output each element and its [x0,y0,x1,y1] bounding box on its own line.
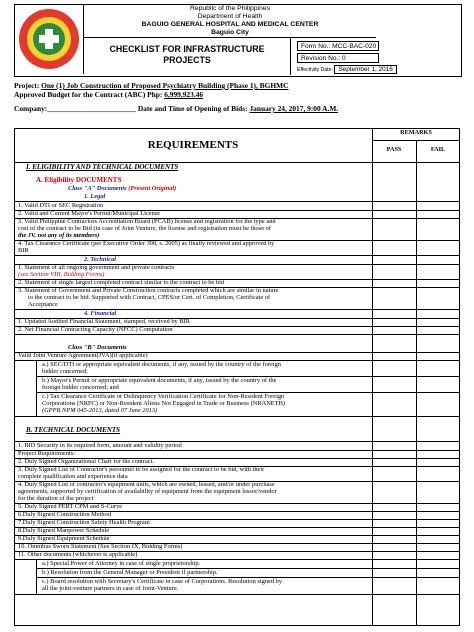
list-item: to the contract to be bid. Supported with Contract, CPES/or Cert. of Completion, Certificate of [28,294,271,301]
list-item: 9.Duly Signed Equipment Schedule [18,535,110,542]
list-item: 2. Valid and Current Mayor's Permit/Municipal License [18,210,161,217]
list-item: the JV, not any of its members) [18,232,100,239]
list-item: a.) Special Power of Attorney in case of single proprietorship. [42,560,201,567]
list-item: agreements, supported by certification of availability of equipment from the equipment lessor/vendor [18,488,277,495]
row-rule [14,416,460,417]
remarks-header: REMARKS [400,129,432,136]
revision-number: Revision No.: 0 [297,53,379,63]
list-item: b.) Resolution from the General Manager or President if partnership. [42,569,218,576]
row-rule [14,594,460,595]
pass-header: PASS [386,146,402,153]
list-item: 1. BID Security in its required form, amount and validity period [18,442,182,449]
list-item: BIR [18,247,29,254]
list-item: Corporations (NRFC) or Non-Resident Aliens Not Engaged in Trade or Business (NRANETB) [42,400,286,407]
form-number: Form No.: MCC-BAC-020 [297,41,379,51]
document-title [84,44,290,65]
effectivity-label: Effectivity Date: [297,67,333,73]
financial-heading: 4. Financial [84,310,117,317]
list-item: 11. Other documents (whichever is applicable) [18,551,138,558]
list-item: complete qualification and experience data [18,473,128,480]
form-info-block [291,38,460,75]
indent-rule [36,559,37,594]
list-item: b.) Mayor's Permit or appropriate equivalent documents, if any, issued by the country of the [42,377,277,384]
class-a-tag: (Present Original) [128,185,177,192]
list-item-note: (GPPB NPM 045-2013, dated 07 June 2013) [42,407,158,414]
list-item: all the joint-venture partners in case of Joint-Venture. [42,585,179,592]
class-a-label: Class "A" Documents [68,185,127,192]
project-label: Project: [14,81,40,90]
list-item: foreign bidder concerned; and [42,384,119,391]
list-item: 8.Duly Signed Manpower Schedule [18,527,110,534]
effectivity-row [291,65,460,75]
list-item: 2. Statement of single largest completed contract similar to the contract to be bid [18,279,225,286]
project-name: One (1) Job Construction of Proposed Psychiatry Building (Phase 1), BGHMC [41,81,289,90]
section-heading-b: B. TECHNICAL DOCUMENTS [26,426,121,434]
class-a-heading [64,185,364,192]
org-line: Department of Health [197,13,263,20]
list-item: 6.Duly Signed Construction Method [18,511,112,518]
effectivity-date: September 1, 2016 [334,65,396,74]
requirements-header: REQUIREMENTS [147,139,239,151]
list-item: Acceptance [28,301,58,308]
list-item: 3. Duly Signed List of Contractor's personnel to be assigned for the contract to be bid, with their [18,466,265,473]
org-line: BAGUIO GENERAL HOSPITAL AND MEDICAL CENTER [141,21,319,28]
list-item: 2. Duly Signed Organizational Chart for the contract. [18,458,155,465]
list-item: Project Requirements: [18,450,75,457]
bid-opening-value: January 24, 2017, 9:00 A.M. [249,104,339,113]
indent-rule [36,360,37,416]
list-item: 7.Duly Signed Construction Safety Health Program [18,519,150,526]
list-item: bidder concerned; [42,368,88,375]
title-line: CHECKLIST FOR INFRASTRUCTURE [109,44,265,54]
list-item: 5. Duly Signed PERT CPM and S-Curve [18,503,123,510]
list-item: 1. Statement of all ongoing government and private contracts [18,264,175,271]
title-line: PROJECTS [163,54,211,65]
list-item: 3. Statement of Government and Private Construction contracts completed which are similar in nature [18,287,279,294]
list-item: cost of the contract to be Bid (in case of Joint Venture, the license and registration must be those of [18,225,271,232]
list-item: 2. Net Financial Contracting Capacity (NFCC) Computation [18,326,173,333]
fail-header: FAIL [430,146,446,153]
legal-heading: 1. Legal [84,193,106,200]
abc-value: 6,999,923.46 [164,90,204,99]
hospital-seal-logo [15,5,84,74]
abc-line [14,90,288,99]
list-item-note: (see Section VIII, Bidding Forms) [18,271,105,278]
project-info [14,81,288,99]
list-item: 10. Omnibus Sworn Statement (See Section IX, Bidding Forms) [18,543,183,550]
list-item: 3. Valid Philippine Contractors Accreditation Board (PCAB) license and registration for the type and [18,218,276,225]
row-rule [14,334,460,335]
company-line [14,104,338,113]
bid-opening-label: Date and Time of Opening of Bids: [137,104,248,113]
list-item: 4. Tax Clearance Certificate (per Executive Order 398, s. 2005) as finally reviewed and approved by [18,240,275,247]
list-item: c.) Tax Clearance Certificate or Delinquency Verification Certificate for Non-Resident Foreign [42,393,285,400]
company-label: Company: [14,104,48,113]
list-item: c.) Board resolution with Secretary's Certificate in case of Corporations. Resolution signed by [42,578,283,585]
organization-block [84,5,376,37]
org-line: Republic of the Philippines [189,5,271,12]
list-item: 1. Valid DTI or SEC Registration [18,202,104,209]
list-item: 1. Updated Audited Financial Statement, stamped, received by BIR [18,318,190,325]
list-item: Valid Joint Venture Agreement(JVA)(if applicable) [18,352,148,359]
list-item: 4. Duly Signed List of contractor's equipment units, which are owned, leased, and/or under purchase [18,481,275,488]
abc-label: Approved Budget for the Contract (ABC) Php: [14,90,163,99]
section-heading: I. ELIGIBILITY AND TECHNICAL DOCUMENTS [26,163,179,171]
technical-heading: 2. Technical [84,256,117,263]
class-b-heading: Class "B" Documents [68,344,127,351]
section-heading-a: A. Eligibility DOCUMENTS [36,176,122,184]
company-blank[interactable]: ________________________ [47,104,136,113]
list-item: for the duration of the project [18,495,94,502]
list-item: a.) SEC/DTI or appropriate equivalent documents, if any, issued by the country of the foreign [42,361,281,368]
project-line [14,81,288,90]
org-line: Baguio City [211,29,249,36]
